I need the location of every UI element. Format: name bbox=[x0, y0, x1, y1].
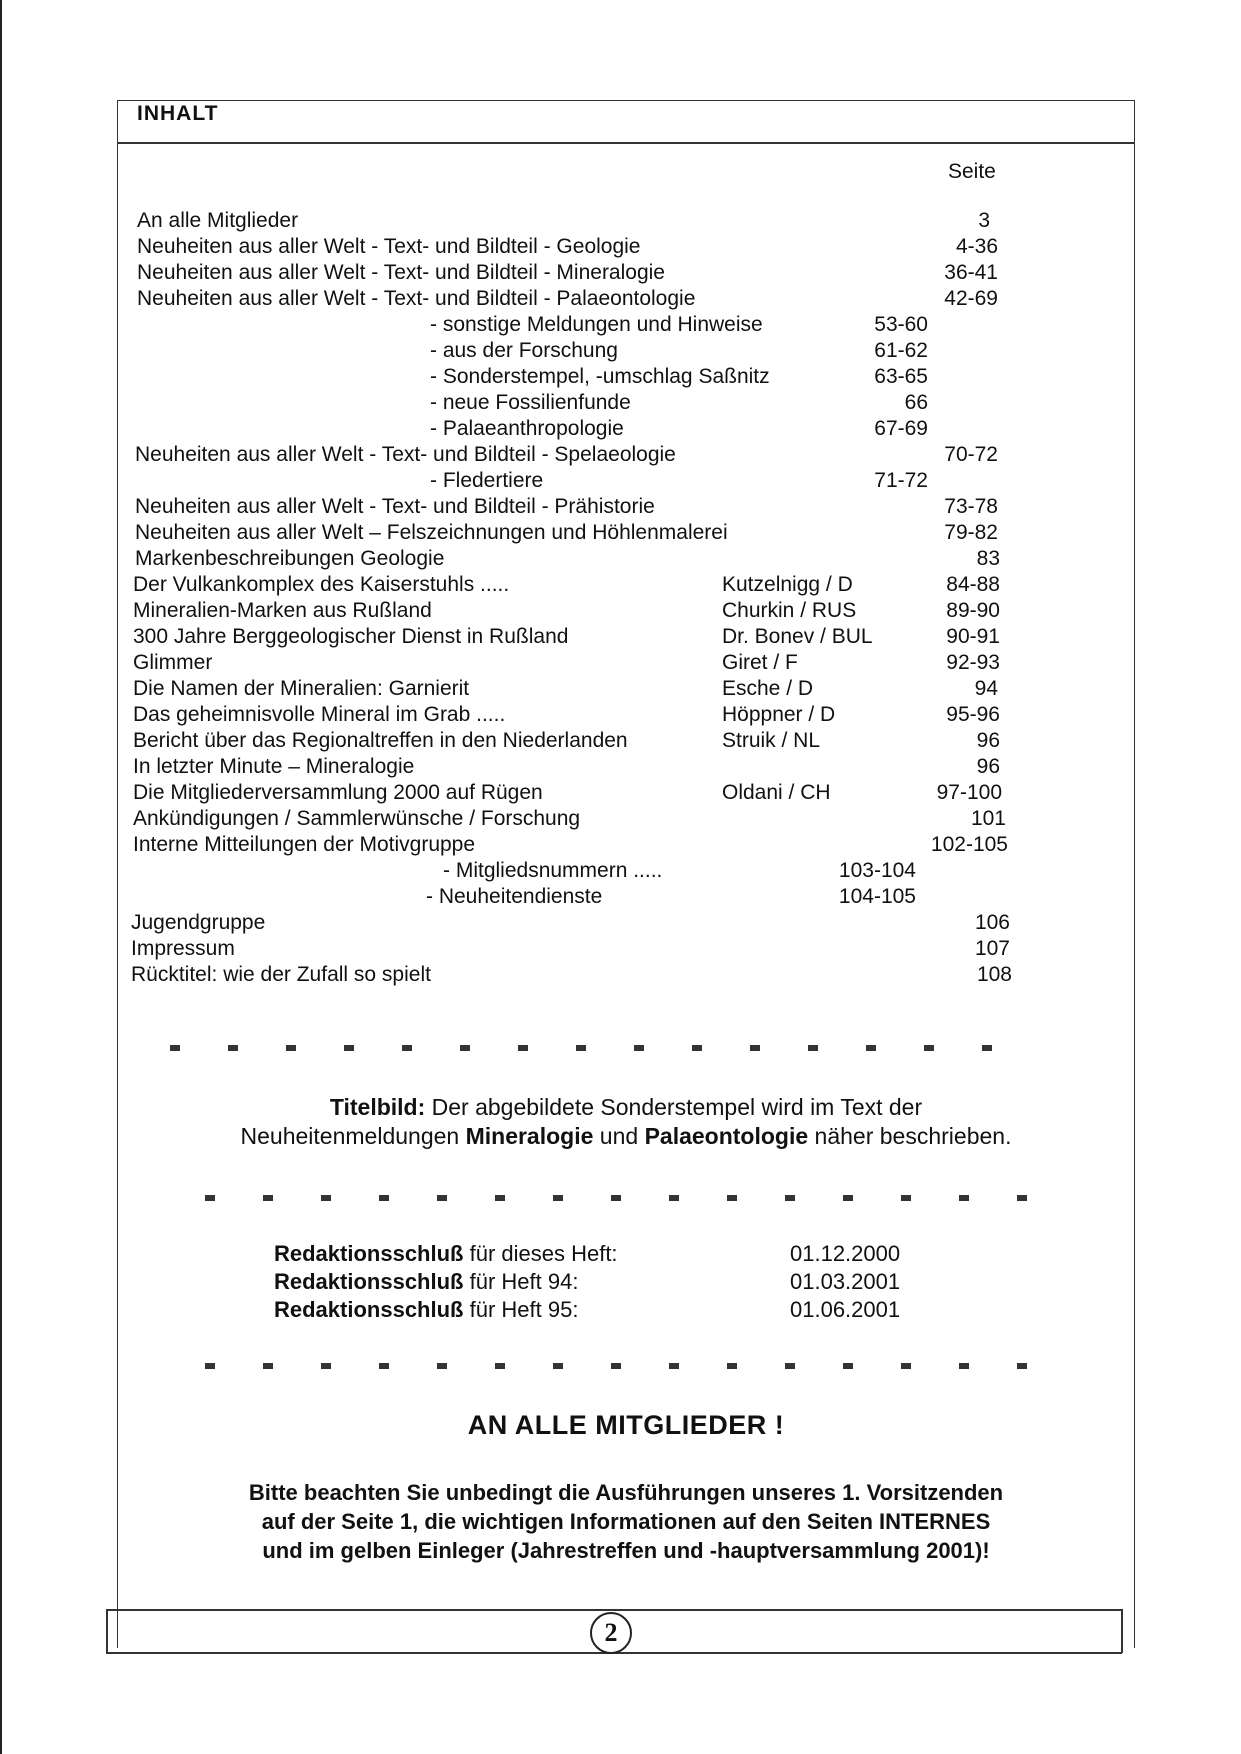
toc-title: - Sonderstempel, -umschlag Saßnitz bbox=[430, 365, 770, 388]
dash-divider bbox=[170, 1045, 1002, 1051]
toc-row bbox=[0, 494, 1241, 520]
toc-row bbox=[0, 312, 1241, 338]
toc-pages: 94 bbox=[974, 677, 998, 700]
toc-row bbox=[0, 858, 1241, 884]
toc-row bbox=[0, 780, 1241, 806]
toc-row bbox=[0, 754, 1241, 780]
toc-title: Mineralien-Marken aus Rußland bbox=[133, 599, 432, 622]
redaktion-label: Redaktionsschluß bbox=[274, 1241, 464, 1266]
toc-pages: 36-41 bbox=[944, 261, 998, 284]
toc-row bbox=[0, 650, 1241, 676]
toc-pages: 90-91 bbox=[946, 625, 1000, 648]
titelbild-caption bbox=[117, 1093, 1135, 1151]
titelbild-text: Neuheitenmeldungen bbox=[240, 1123, 466, 1149]
toc-pages: 103-104 bbox=[838, 859, 916, 882]
toc-pages: 97-100 bbox=[936, 781, 1002, 804]
toc-row bbox=[0, 598, 1241, 624]
page-number: 2 bbox=[590, 1612, 632, 1654]
toc-title: - Mitgliedsnummern ..... bbox=[443, 859, 663, 882]
toc-pages: 66 bbox=[904, 391, 928, 414]
toc-pages: 96 bbox=[976, 729, 1000, 752]
toc-row bbox=[0, 442, 1241, 468]
toc-pages: 73-78 bbox=[944, 495, 998, 518]
toc-title: Neuheiten aus aller Welt - Text- und Bildteil - Palaeontologie bbox=[137, 287, 696, 310]
toc-row bbox=[0, 286, 1241, 312]
toc-pages: 61-62 bbox=[874, 339, 928, 362]
footer-border bbox=[1121, 1609, 1123, 1653]
toc-row bbox=[0, 702, 1241, 728]
toc-row bbox=[0, 676, 1241, 702]
toc-title: - aus der Forschung bbox=[430, 339, 618, 362]
toc-title: Neuheiten aus aller Welt - Text- und Bildteil - Geologie bbox=[137, 235, 641, 258]
toc-title: - Neuheitendienste bbox=[426, 885, 603, 908]
notice-line: Bitte beachten Sie unbedingt die Ausführungen unseres 1. Vorsitzenden bbox=[248, 1480, 1004, 1505]
toc-pages: 63-65 bbox=[874, 365, 928, 388]
toc-pages: 53-60 bbox=[874, 313, 928, 336]
titelbild-bold: Palaeontologie bbox=[644, 1123, 809, 1149]
toc-title: Der Vulkankomplex des Kaiserstuhls ..... bbox=[133, 573, 510, 596]
toc-pages: 108 bbox=[976, 963, 1012, 986]
toc-row bbox=[0, 728, 1241, 754]
toc-title: An alle Mitglieder bbox=[137, 209, 299, 232]
toc-row bbox=[0, 884, 1241, 910]
toc-row bbox=[0, 832, 1241, 858]
toc-title: - Palaeanthropologie bbox=[430, 417, 624, 440]
header-divider bbox=[117, 142, 1135, 144]
toc-title: Neuheiten aus aller Welt - Text- und Bildteil - Spelaeologie bbox=[135, 443, 676, 466]
toc-author: Struik / NL bbox=[722, 729, 821, 752]
toc-row bbox=[0, 364, 1241, 390]
redaktion-line bbox=[274, 1296, 901, 1324]
toc-pages: 67-69 bbox=[874, 417, 928, 440]
toc-row bbox=[0, 338, 1241, 364]
toc-title: Bericht über das Regionaltreffen in den Niederlanden bbox=[133, 729, 628, 752]
titelbild-label: Titelbild: bbox=[329, 1094, 426, 1120]
redaktion-suffix: für dieses Heft: bbox=[463, 1241, 618, 1266]
toc-row bbox=[0, 416, 1241, 442]
toc-title: - sonstige Meldungen und Hinweise bbox=[430, 313, 763, 336]
redaktion-line bbox=[274, 1240, 901, 1268]
toc-row bbox=[0, 910, 1241, 936]
toc-title: Markenbeschreibungen Geologie bbox=[135, 547, 445, 570]
toc-pages: 70-72 bbox=[944, 443, 998, 466]
toc-author: Kutzelnigg / D bbox=[722, 573, 853, 596]
toc-pages: 95-96 bbox=[946, 703, 1000, 726]
toc-author: Churkin / RUS bbox=[722, 599, 857, 622]
toc-pages: 96 bbox=[976, 755, 1000, 778]
notice-line: auf der Seite 1, die wichtigen Informationen auf den Seiten INTERNES bbox=[261, 1509, 991, 1534]
toc-title: Neuheiten aus aller Welt – Felszeichnungen und Höhlenmalerei bbox=[135, 521, 728, 544]
toc-title: Ankündigungen / Sammlerwünsche / Forschung bbox=[133, 807, 581, 830]
toc-pages: 83 bbox=[976, 547, 1000, 570]
redaktion-label: Redaktionsschluß bbox=[274, 1297, 464, 1322]
dash-divider bbox=[205, 1195, 1037, 1201]
redaktion-date: 01.06.2001 bbox=[790, 1297, 901, 1322]
titelbild-text: Der abgebildete Sonderstempel wird im Text der bbox=[425, 1094, 923, 1120]
toc-title: Impressum bbox=[131, 937, 235, 960]
toc-title: Die Mitgliederversammlung 2000 auf Rügen bbox=[133, 781, 543, 804]
footer-border bbox=[106, 1609, 108, 1653]
toc-title: - Fledertiere bbox=[430, 469, 544, 492]
titelbild-text: und bbox=[593, 1123, 645, 1149]
toc-pages: 92-93 bbox=[946, 651, 1000, 674]
redaktion-suffix: für Heft 94: bbox=[463, 1269, 579, 1294]
redaktion-label: Redaktionsschluß bbox=[274, 1269, 464, 1294]
toc-row bbox=[0, 468, 1241, 494]
notice-line: und im gelben Einleger (Jahrestreffen und -hauptversammlung 2001)! bbox=[262, 1538, 990, 1563]
redaktion-date: 01.12.2000 bbox=[790, 1241, 901, 1266]
toc-title: Neuheiten aus aller Welt - Text- und Bildteil - Prähistorie bbox=[135, 495, 655, 518]
page-title: INHALT bbox=[137, 102, 219, 125]
toc-row bbox=[0, 962, 1241, 988]
toc-author: Dr. Bonev / BUL bbox=[722, 625, 873, 648]
toc-pages: 106 bbox=[974, 911, 1010, 934]
toc-title: Neuheiten aus aller Welt - Text- und Bildteil - Mineralogie bbox=[137, 261, 665, 284]
toc-row bbox=[0, 208, 1241, 234]
seite-column-label: Seite bbox=[948, 160, 996, 183]
toc-author: Giret / F bbox=[722, 651, 798, 674]
toc-pages: 102-105 bbox=[930, 833, 1008, 856]
toc-pages: 84-88 bbox=[946, 573, 1000, 596]
titelbild-bold: Mineralogie bbox=[465, 1123, 594, 1149]
toc-row bbox=[0, 260, 1241, 286]
redaktion-date: 01.03.2001 bbox=[790, 1269, 901, 1294]
titelbild-text: näher beschrieben. bbox=[808, 1123, 1012, 1149]
toc-title: Jugendgruppe bbox=[131, 911, 266, 934]
toc-row bbox=[0, 520, 1241, 546]
dash-divider bbox=[205, 1363, 1037, 1369]
toc-title: Interne Mitteilungen der Motivgruppe bbox=[133, 833, 476, 856]
toc-row bbox=[0, 572, 1241, 598]
toc-row bbox=[0, 806, 1241, 832]
toc-pages: 107 bbox=[974, 937, 1010, 960]
toc-pages: 104-105 bbox=[838, 885, 916, 908]
redaktion-line bbox=[274, 1268, 901, 1296]
toc-pages: 4-36 bbox=[955, 235, 998, 258]
toc-pages: 42-69 bbox=[944, 287, 998, 310]
toc-row bbox=[0, 936, 1241, 962]
toc-author: Oldani / CH bbox=[722, 781, 831, 804]
toc-title: Glimmer bbox=[133, 651, 213, 674]
notice-text bbox=[117, 1478, 1135, 1565]
redaktion-suffix: für Heft 95: bbox=[463, 1297, 579, 1322]
toc-title: Das geheimnisvolle Mineral im Grab ..... bbox=[133, 703, 506, 726]
toc-pages: 101 bbox=[970, 807, 1006, 830]
toc-title: - neue Fossilienfunde bbox=[430, 391, 631, 414]
toc-title: 300 Jahre Berggeologischer Dienst in Rußland bbox=[133, 625, 569, 648]
toc-author: Höppner / D bbox=[722, 703, 836, 726]
footer-rule bbox=[106, 1609, 1122, 1611]
toc-row bbox=[0, 234, 1241, 260]
notice-heading: AN ALLE MITGLIEDER ! bbox=[467, 1410, 785, 1440]
toc-row bbox=[0, 546, 1241, 572]
toc-pages: 79-82 bbox=[944, 521, 998, 544]
toc-title: In letzter Minute – Mineralogie bbox=[133, 755, 415, 778]
toc-pages: 89-90 bbox=[946, 599, 1000, 622]
toc-title: Die Namen der Mineralien: Garnierit bbox=[133, 677, 470, 700]
toc-title: Rücktitel: wie der Zufall so spielt bbox=[131, 963, 431, 986]
toc-pages: 3 bbox=[978, 209, 990, 232]
toc-row bbox=[0, 390, 1241, 416]
toc-row bbox=[0, 624, 1241, 650]
toc-author: Esche / D bbox=[722, 677, 814, 700]
toc-pages: 71-72 bbox=[874, 469, 928, 492]
